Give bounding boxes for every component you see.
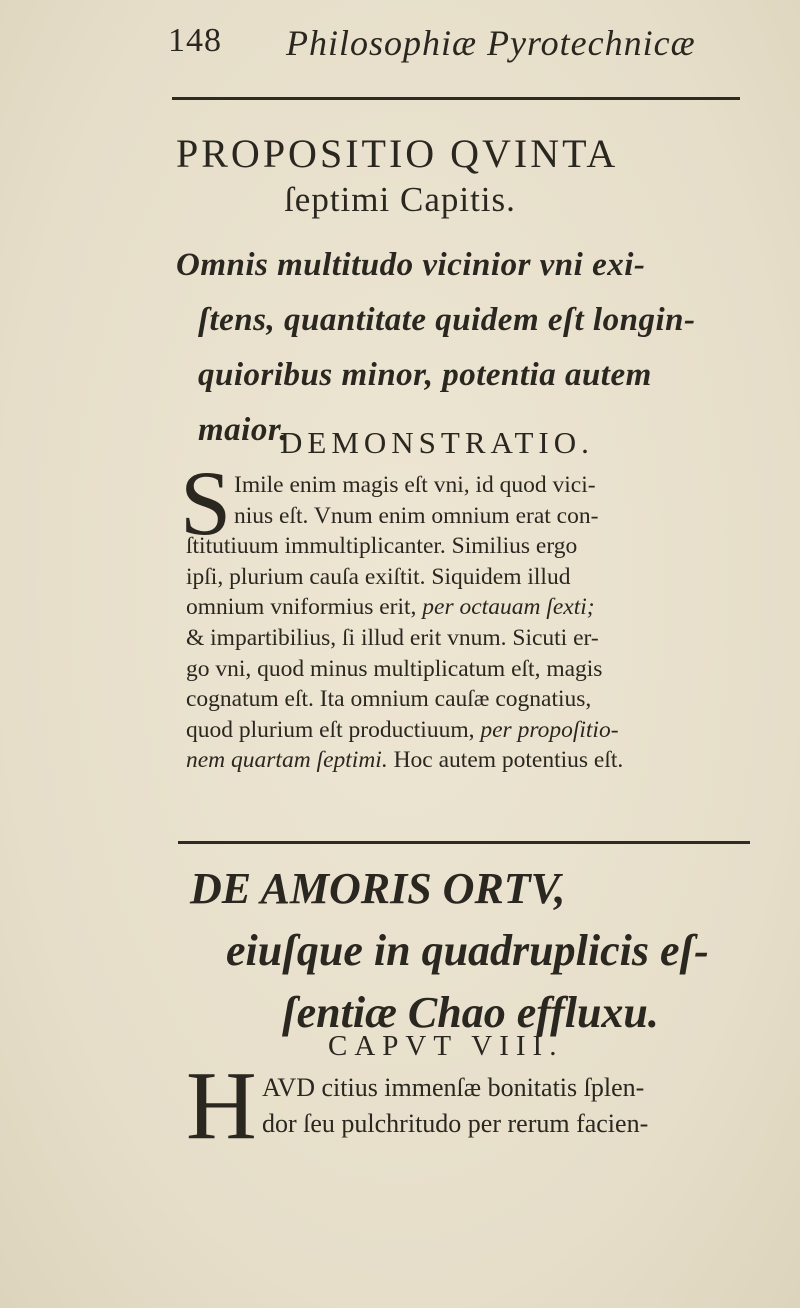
text-line: nem quartam ſeptimi. Hoc autem potentius eſt. bbox=[186, 747, 624, 774]
text-line: & impartibilius, ſi illud erit vnum. Sicuti er- bbox=[186, 624, 599, 651]
statement-line: maior. bbox=[198, 412, 289, 448]
statement-line: Omnis multitudo vicinior vni exi- bbox=[176, 247, 646, 283]
statement-line: quioribus minor, potentia autem bbox=[198, 357, 652, 393]
text-line: ipſi, plurium cauſa exiſtit. Siquidem illud bbox=[186, 563, 571, 590]
drop-cap: S bbox=[180, 452, 232, 554]
text-line: quod plurium eſt productiuum, per propoſitio- bbox=[186, 716, 619, 743]
chapter-title bbox=[170, 858, 770, 1044]
text-line: go vni, quod minus multiplicatum eſt, magis bbox=[186, 655, 603, 682]
chapter-title-line: ſentiæ Chao effluxu. bbox=[282, 988, 659, 1037]
text-line: omnium vniformius erit, per octauam ſexti; bbox=[186, 594, 595, 621]
chapter-text bbox=[262, 1070, 762, 1142]
proposition-heading: PROPOSITIO QVINTA bbox=[176, 131, 619, 176]
page-number: 148 bbox=[168, 22, 222, 59]
demonstration-heading: DEMONSTRATIO. bbox=[280, 425, 594, 460]
drop-cap: H bbox=[186, 1052, 257, 1160]
chapter-number: CAPVT VIII. bbox=[328, 1030, 564, 1062]
text-line: cognatum eſt. Ita omnium cauſæ cognatius, bbox=[186, 686, 592, 713]
proposition-subheading: ſeptimi Capitis. bbox=[284, 180, 516, 219]
text-line: dor ſeu pulchritudo per rerum facien- bbox=[262, 1109, 649, 1138]
header-rule bbox=[172, 97, 740, 100]
statement-line: ſtens, quantitate quidem eſt longin- bbox=[198, 302, 696, 338]
text-line: AVD citius immenſæ bonitatis ſplen- bbox=[262, 1073, 645, 1102]
chapter-title-line: eiuſque in quadruplicis eſ- bbox=[226, 926, 709, 975]
chapter-title-line: DE AMORIS ORTV, bbox=[190, 864, 566, 913]
section-rule bbox=[178, 841, 750, 844]
demonstration-text bbox=[186, 470, 756, 776]
text-line: ſtitutiuum immultiplicanter. Similius ergo bbox=[186, 533, 578, 560]
running-title: Philosophiæ Pyrotechnicæ bbox=[286, 23, 696, 63]
page-header bbox=[168, 22, 728, 82]
text-line: Imile enim magis eſt vni, id quod vici- bbox=[234, 472, 596, 498]
text-line: nius eſt. Vnum enim omnium erat con- bbox=[234, 502, 599, 529]
